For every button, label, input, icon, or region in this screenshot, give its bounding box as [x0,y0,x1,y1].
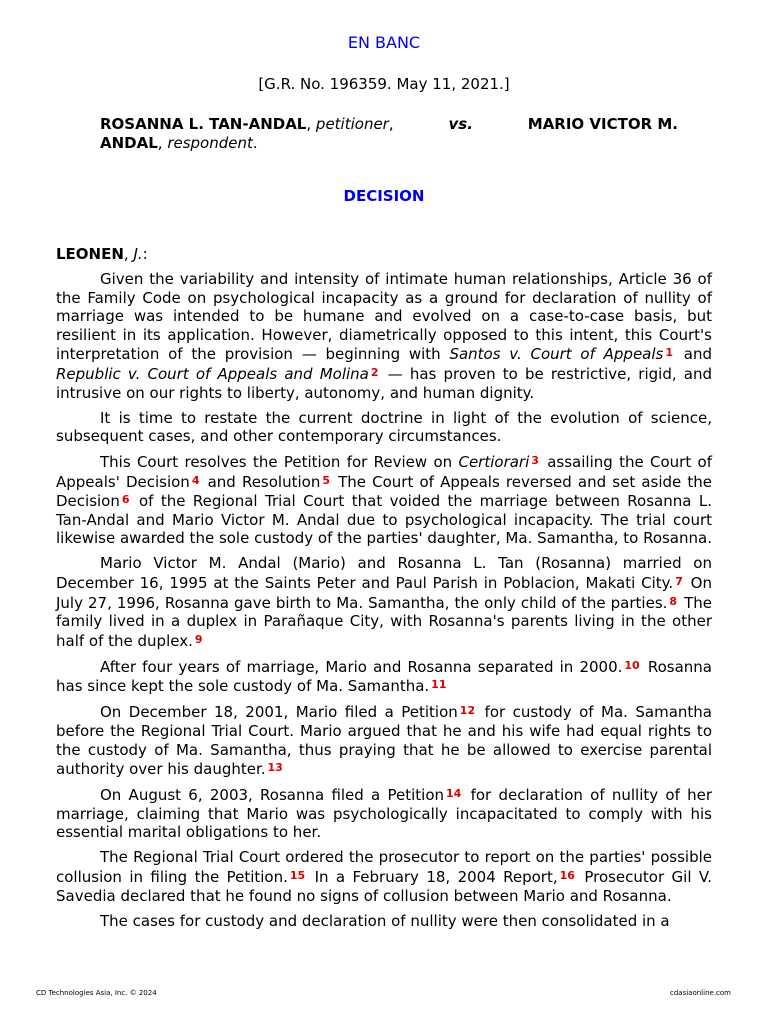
paragraph-5: After four years of marriage, Mario and Rosanna separated in 2000. $^{10}$ Rosanna has since kept the sole custody of Ma. Samantha. $^{11}$ [56,657,712,696]
division-heading: EN BANC [347,33,421,52]
respondent-role: respondent [167,134,253,152]
footer-copyright: CD Technologies Asia, Inc. © 2024 [36,989,157,997]
footnote-link[interactable]: 2 [370,365,379,379]
footnote-link[interactable]: 12 [459,704,476,718]
paragraph-2: It is time to restate the current doctrine in light of the evolution of science, subsequent cases, and other contemporary circumstances. [56,408,712,446]
paragraph-4: Mario Victor M. Andal (Mario) and Rosanna L. Tan (Rosanna) married on December 16, 1995 at the Saints Peter and Paul Parish in Poblacion, Makati City. $^7$ On July 27, 1996, Rosanna gave birth to Ma. Samantha, the only child of the parties. $^8$ The family lived in a duplex in Parañaque City, with Rosanna's parents living in the other half of the duplex. $^9$ [56,554,713,650]
versus: vs. [448,115,473,133]
ponente-line: LEONEN, J.: [56,245,148,263]
case-parties: ROSANNA L. TAN-ANDAL, petitioner, vs. MARIO VICTOR M. ANDAL, respondent. [100,115,678,152]
footnote-link[interactable]: 1 [665,346,674,360]
footnote-link[interactable]: 4 [191,473,200,487]
footnote-link[interactable]: 11 [431,678,447,692]
petitioner-name: ROSANNA L. TAN-ANDAL [100,115,307,133]
footnote-link[interactable]: 8 [669,594,678,608]
footer-site[interactable]: cdasiaonline.com [670,989,731,997]
decision-body [56,245,712,937]
paragraph-9: The cases for custody and declaration of nullity were then consolidated in a [100,911,670,930]
footnote-link[interactable]: 10 [624,658,640,672]
paragraph-7: On August 6, 2003, Rosanna filed a Petition $^{14}$ for declaration of nullity of her marriage, claiming that Mario was psychologically incapacitated to comply with his essential marital obligations to her. [56,786,713,842]
footnote-link[interactable]: 7 [675,575,683,589]
paragraph-1: Given the variability and intensity of intimate human relationships, Article 36 of the Family Code on psychological incapacity as a ground for declaration of nullity of marriage was intended to be humane and evolved on a case-to-case basis, but resilient in its application. However, diametrically opposed to this intent, this Court's interpretation of the provision — beginning with Santos v. Court of Appeals $^1$ and Republic v. Court of Appeals and Molina $^2$ — has proven to be restrictive, rigid, and intrusive on our rights to liberty, autonomy, and human dignity. [56,269,712,402]
paragraph-6: On December 18, 2001, Mario filed a Petition $^{12}$ for custody of Ma. Samantha before the Regional Trial Court. Mario argued that he and his wife had equal rights to the custody of Ma. Samantha, thus praying that he be allowed to exercise parental authority over his daughter. $^{13}$ [56,703,712,779]
case-citation-santos: Santos v. Court of Appeals [449,345,664,364]
petitioner-role: petitioner [315,115,389,133]
footnote-link[interactable]: 9 [194,632,203,646]
ponente-title: J. [133,245,143,263]
footnote-link[interactable]: 14 [446,787,462,801]
footnote-link[interactable]: 5 [322,473,330,487]
paragraph-3: This Court resolves the Petition for Review on Certiorari $^3$ assailing the Court of Appeals' Decision $^4$ and Resolution $^5$ The Court of Appeals reversed and set aside the Decision $^6$ of the Regional Trial Court that voided the marriage between Rosanna L. Tan-Andal and Mario Victor M. Andal due to psychological incapacity. The trial court likewise awarded the sole custody of the parties' daughter, Ma. Samantha, to Rosanna. [56,453,712,548]
footnote-link[interactable]: 15 [289,868,306,882]
case-citation-molina: Republic v. Court of Appeals and Molina [56,364,369,383]
footnote-link[interactable]: 6 [121,493,130,507]
footnote-link[interactable]: 16 [559,868,575,882]
footnote-link[interactable]: 3 [531,454,539,468]
case-number: [G.R. No. 196359. May 11, 2021.] [258,75,510,93]
respondent-name-first: MARIO VICTOR M. [527,115,678,133]
ponente-name: LEONEN [56,245,124,263]
respondent-name-last: ANDAL [100,134,158,152]
decision-title: DECISION [343,187,425,205]
paragraph-8: The Regional Trial Court ordered the prosecutor to report on the parties' possible collusion in filing the Petition. $^{15}$ In a February 18, 2004 Report, $^{16}$ Prosecutor Gil V. Savedia declared that he found no signs of collusion between Mario and Rosanna. [56,848,712,905]
footnote-link[interactable]: 13 [267,761,283,775]
